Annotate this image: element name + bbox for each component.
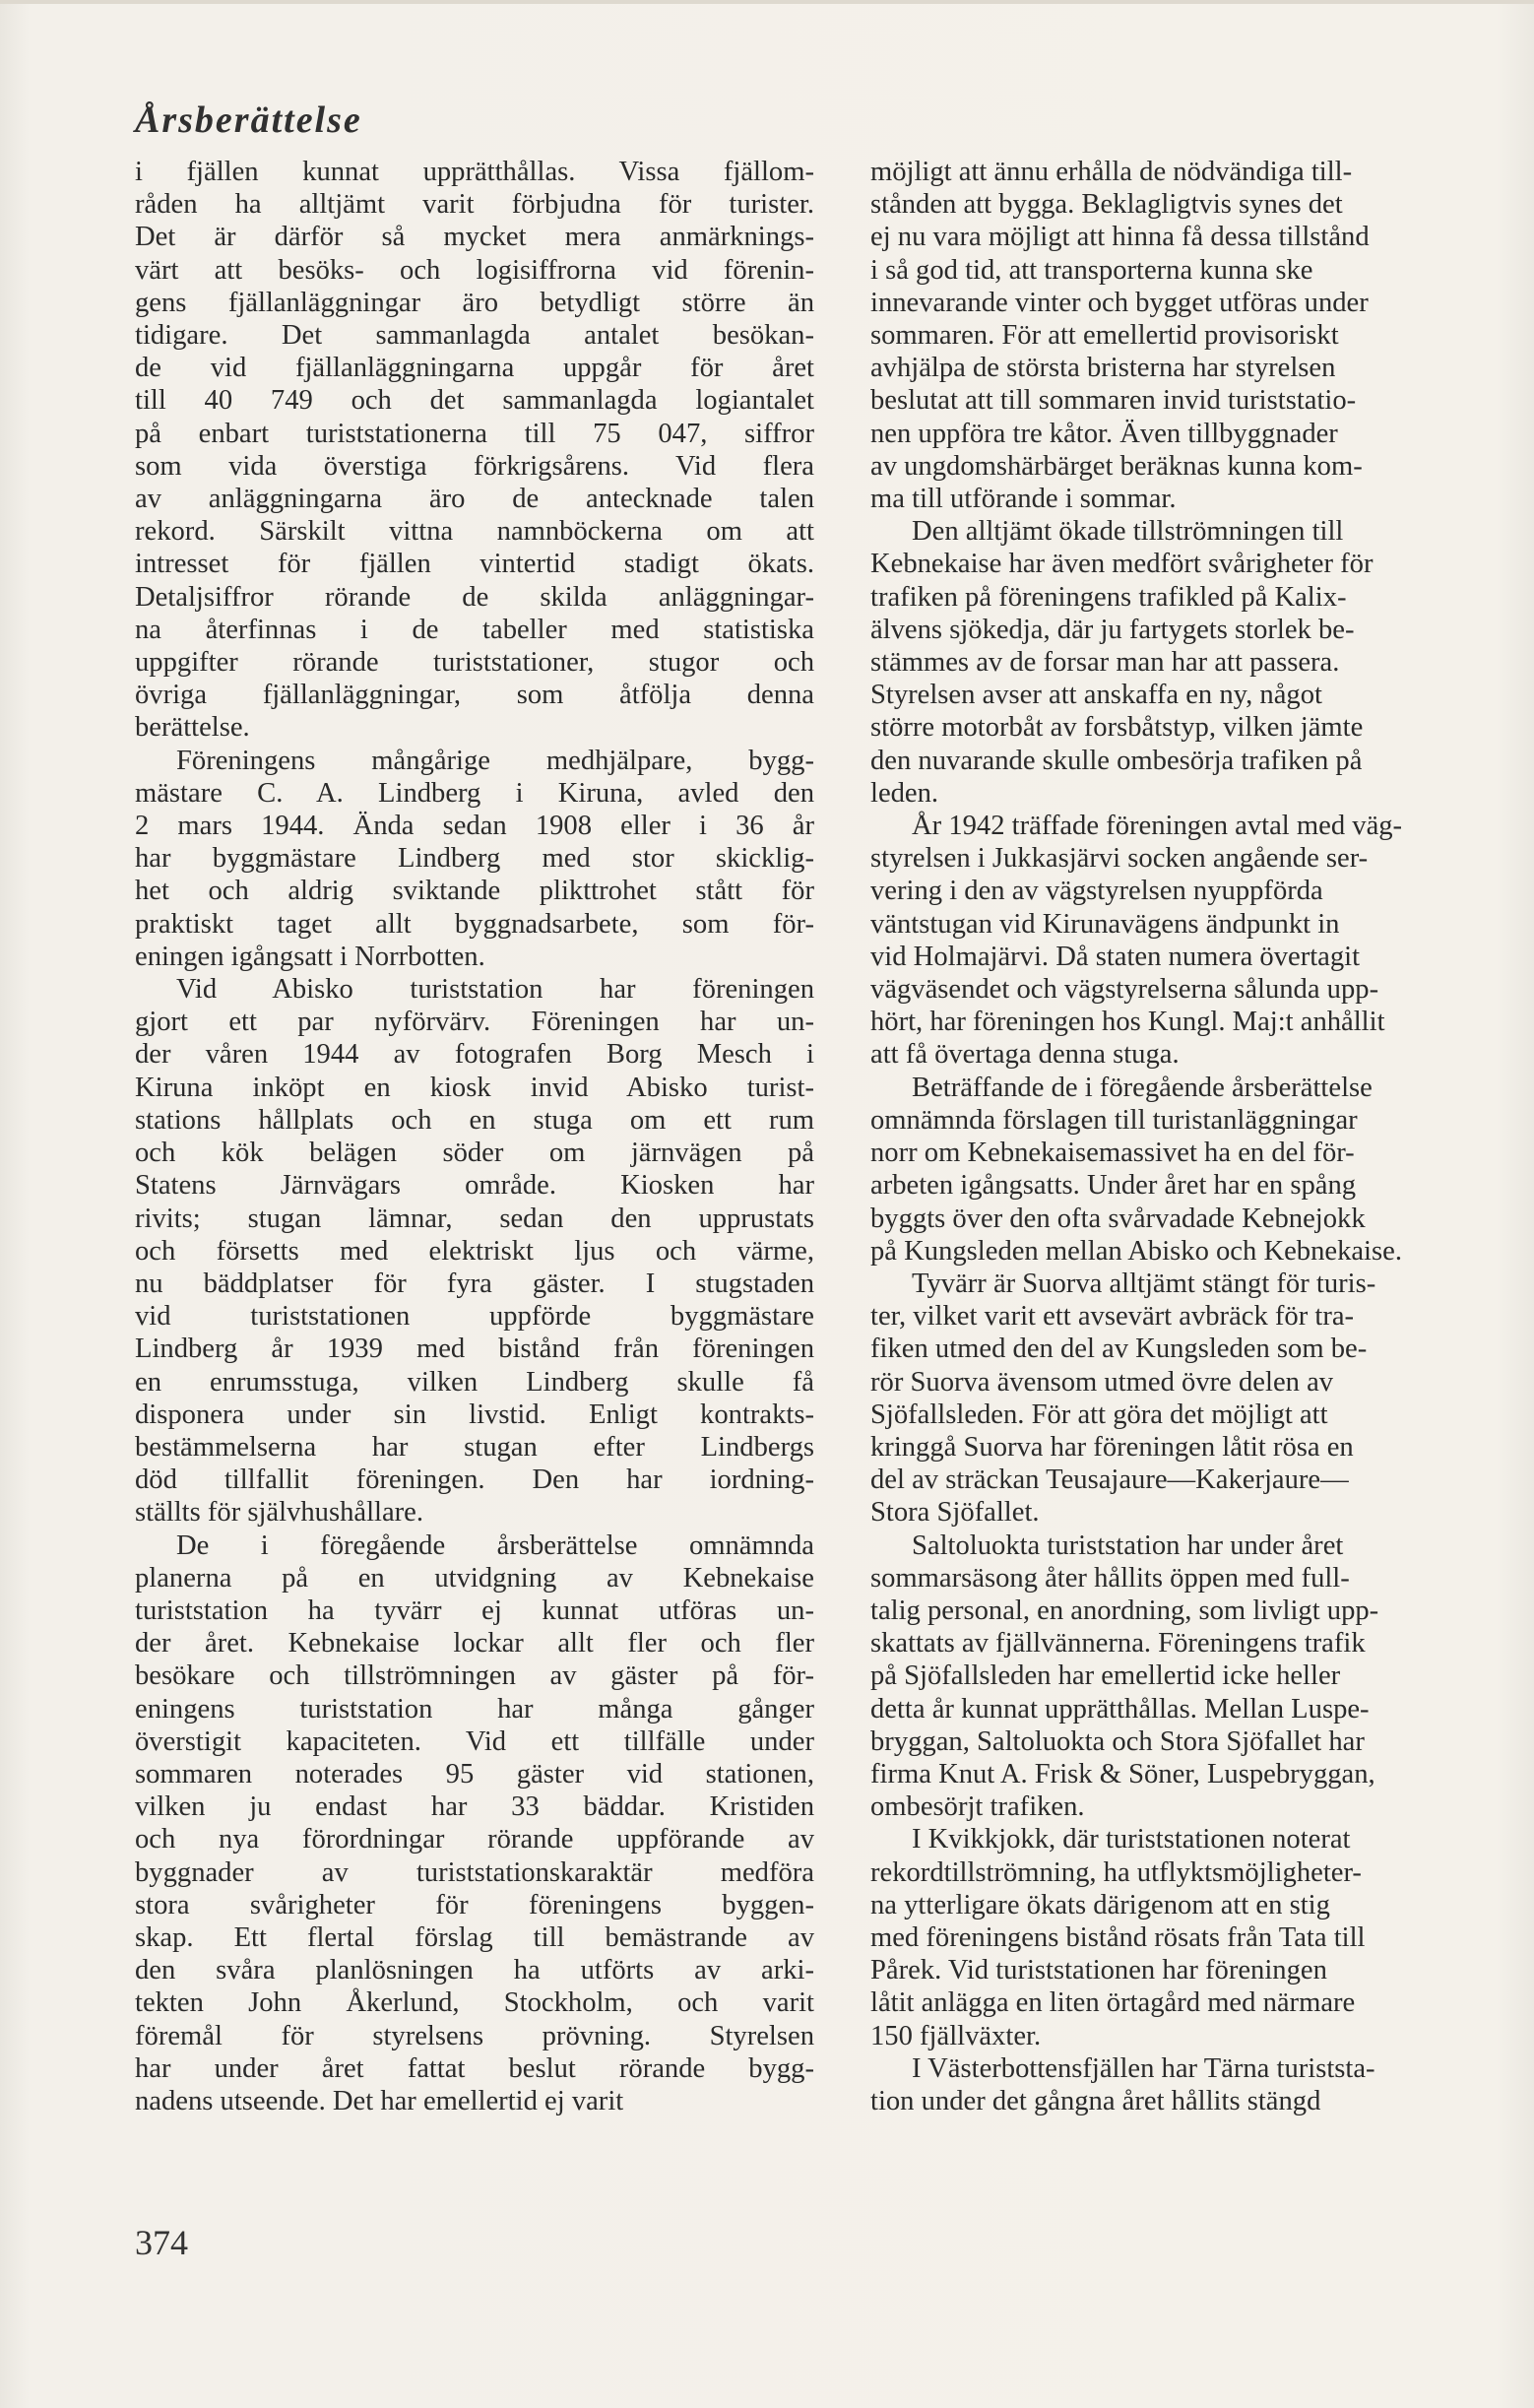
text-line: låtit anlägga en liten örtagård med närmare — [870, 1987, 1356, 2019]
text-line: en enrumsstuga, vilken Lindberg skulle få — [135, 1366, 814, 1398]
text-line: värt att besöks- och logisiffrorna vid förenin- — [135, 254, 814, 286]
text-line: gens fjällanläggningar äro betydligt större än — [135, 287, 814, 318]
text-line: tidigare. Det sammanlagda antalet besökan- — [135, 320, 814, 352]
text-line: Kiruna inköpt en kiosk invid Abisko turist- — [135, 1072, 814, 1103]
text-line: död tillfallit föreningen. Den har iordning- — [135, 1464, 814, 1496]
text-line: De i föregående årsberättelse omnämnda — [176, 1529, 814, 1561]
text-line: överstigit kapaciteten. Vid ett tillfälle under — [135, 1725, 814, 1757]
text-line: Tyvärr är Suorva alltjämt stängt för turis- — [912, 1268, 1376, 1299]
text-line: Pårek. Vid turiststationen har föreningen — [870, 1955, 1327, 1986]
text-line: skattats av fjällvännerna. Föreningens trafik — [870, 1628, 1366, 1660]
text-line: bryggan, Saltoluokta och Stora Sjöfallet har — [870, 1725, 1365, 1757]
text-line: mästare C. A. Lindberg i Kiruna, avled den — [135, 777, 814, 809]
text-line: gjort ett par nyförvärv. Föreningen har un- — [135, 1007, 814, 1038]
text-line: innevarande vinter och bygget utföras under — [870, 287, 1369, 318]
text-line: arbeten igångsatts. Under året har en spång — [870, 1170, 1357, 1202]
text-line: ej nu vara möjligt att hinna få dessa tillstånd — [870, 222, 1370, 253]
text-line: de vid fjällanläggningarna uppgår för året — [135, 353, 814, 384]
text-line: och kök belägen söder om järnvägen på — [135, 1138, 814, 1169]
text-line: sommarsäsong åter hållits öppen med full- — [870, 1562, 1350, 1594]
text-line: beslutat att till sommaren invid turiststatio- — [870, 385, 1357, 417]
text-line: på Sjöfallsleden har emellertid icke heller — [870, 1660, 1341, 1692]
text-line: del av sträckan Teusajaure—Kakerjaure— — [870, 1464, 1349, 1496]
text-line: talig personal, en anordning, som livligt upp- — [870, 1594, 1379, 1626]
text-line: stämmes av de forsar man har att passera. — [870, 647, 1340, 679]
text-line: har byggmästare Lindberg med stor skicklig- — [135, 843, 814, 875]
text-line: ombesörjt trafiken. — [870, 1791, 1085, 1823]
top-edge — [0, 0, 1534, 4]
text-line: råden ha alltjämt varit förbjudna för turister. — [135, 189, 814, 221]
text-line: ma till utförande i sommar. — [870, 484, 1177, 515]
text-line: norr om Kebnekaisemassivet ha en del för- — [870, 1138, 1355, 1169]
page-number: 374 — [135, 2223, 188, 2262]
text-line: och nya förordningar rörande uppförande av — [135, 1824, 814, 1855]
text-line: kringgå Suorva har föreningen låtit rösa en — [870, 1431, 1354, 1463]
text-line: tion under det gångna året hållits stängd — [870, 2085, 1321, 2116]
text-line: vering i den av vägstyrelsen nyuppförda — [870, 876, 1323, 907]
text-line: med föreningens bistånd rösats från Tata till — [870, 1921, 1366, 1953]
text-line: att få övertaga denna stuga. — [870, 1039, 1180, 1071]
text-line: rivits; stugan lämnar, sedan den upprustats — [135, 1203, 814, 1234]
text-line: vid Holmajärvi. Då staten numera övertagit — [870, 941, 1361, 972]
text-line: avhjälpa de största bristerna har styrelsen — [870, 353, 1336, 384]
text-line: har under året fattat beslut rörande bygg- — [135, 2052, 814, 2084]
text-line: Statens Järnvägars område. Kiosken har — [135, 1170, 814, 1202]
text-line: större motorbåt av forsbåtstyp, vilken jämte — [870, 712, 1364, 744]
text-line: den nuvarande skulle ombesörja trafiken på — [870, 745, 1363, 776]
text-line: År 1942 träffade föreningen avtal med väg- — [912, 811, 1403, 842]
text-line: byggnader av turiststationskaraktär medföra — [135, 1856, 814, 1888]
text-line: ter, vilket varit ett avsevärt avbräck för tra- — [870, 1301, 1355, 1333]
text-line: stora svårigheter för föreningens byggen- — [135, 1889, 814, 1920]
text-line: nen uppföra tre kåtor. Även tillbyggnader — [870, 418, 1338, 449]
text-line: väntstugan vid Kirunavägens ändpunkt in — [870, 908, 1340, 940]
text-line: eningens turiststation har många gånger — [135, 1693, 814, 1725]
text-line: av ungdomshärbärget beräknas kunna kom- — [870, 450, 1363, 482]
text-line: turiststation ha tyvärr ej kunnat utföras un- — [135, 1594, 814, 1626]
text-line: sommaren noterades 95 gäster vid stationen, — [135, 1758, 814, 1790]
text-line: övriga fjällanläggningar, som åtfölja denna — [135, 680, 814, 711]
text-line: na återfinnas i de tabeller med statistiska — [135, 614, 814, 645]
text-line: trafiken på föreningens trafikled på Kalix- — [870, 581, 1347, 613]
text-line: besökare och tillströmningen av gäster på för- — [135, 1660, 814, 1692]
text-line: skap. Ett flertal förslag till bemästrande av — [135, 1921, 814, 1953]
text-line: leden. — [870, 777, 939, 809]
text-line: Stora Sjöfallet. — [870, 1497, 1040, 1529]
text-line: möjligt att ännu erhålla de nödvändiga till- — [870, 157, 1353, 187]
text-line: byggts över den ofta svårvadade Kebnejokk — [870, 1203, 1366, 1234]
text-line: bestämmelserna har stugan efter Lindbergs — [135, 1431, 814, 1463]
text-line: på enbart turiststationerna till 75 047, siffror — [135, 418, 814, 449]
text-line: i så god tid, att transporterna kunna ske — [870, 254, 1313, 286]
text-line: stations hållplats och en stuga om ett rum — [135, 1104, 814, 1136]
text-line: rör Suorva ävensom utmed övre delen av — [870, 1366, 1334, 1398]
text-line: der våren 1944 av fotografen Borg Mesch i — [135, 1039, 814, 1071]
text-line: detta år kunnat upprätthållas. Mellan Luspe- — [870, 1693, 1370, 1725]
right-column — [870, 156, 1534, 2117]
text-line: firma Knut A. Frisk & Söner, Luspebryggan, — [870, 1758, 1375, 1790]
text-line: 150 fjällväxter. — [870, 2020, 1042, 2051]
text-line: styrelsen i Jukkasjärvi socken angående ser- — [870, 843, 1369, 875]
text-line: som vida överstiga förkrigsårens. Vid flera — [135, 450, 814, 482]
text-line: den svåra planlösningen ha utförts av arki- — [135, 1955, 814, 1986]
text-line: na ytterligare ökats därigenom att en stig — [870, 1889, 1330, 1920]
text-line: stånden att bygga. Beklagligtvis synes det — [870, 189, 1343, 221]
text-line: i fjällen kunnat upprätthållas. Vissa fjällom- — [135, 157, 814, 187]
text-line: av anläggningarna äro de antecknade talen — [135, 484, 814, 515]
running-header: Årsberättelse — [135, 99, 362, 141]
text-line: Beträffande de i föregående årsberättelse — [912, 1072, 1373, 1103]
text-line: I Västerbottensfjällen har Tärna turiststa- — [912, 2052, 1375, 2084]
text-line: vilken ju endast har 33 bäddar. Kristiden — [135, 1791, 814, 1823]
text-line: och försetts med elektriskt ljus och värme, — [135, 1235, 814, 1267]
text-line: intresset för fjällen vintertid stadigt ökats. — [135, 549, 814, 580]
text-line: ställts för självhushållare. — [135, 1497, 424, 1529]
left-column — [135, 156, 814, 2117]
text-line: till 40 749 och det sammanlagda logiantalet — [135, 385, 814, 417]
text-line: der året. Kebnekaise lockar allt fler och fler — [135, 1628, 814, 1660]
text-line: rekordtillströmning, ha utflyktsmöjligheter- — [870, 1856, 1362, 1888]
text-line: berättelse. — [135, 712, 250, 744]
text-line: Föreningens mångårige medhjälpare, bygg- — [176, 745, 814, 776]
text-line: sommaren. För att emellertid provisoriskt — [870, 320, 1339, 352]
text-line: praktiskt taget allt byggnadsarbete, som för- — [135, 908, 814, 940]
text-line: Kebnekaise har även medfört svårigheter för — [870, 549, 1374, 580]
text-line: Sjöfallsleden. För att göra det möjligt att — [870, 1399, 1328, 1430]
text-line: disponera under sin livstid. Enligt kontrakts- — [135, 1399, 814, 1430]
text-line: fiken utmed den del av Kungsleden som be- — [870, 1334, 1368, 1365]
text-line: I Kvikkjokk, där turiststationen noterat — [912, 1824, 1351, 1855]
text-line: tekten John Åkerlund, Stockholm, och varit — [135, 1987, 814, 2019]
text-line: på Kungsleden mellan Abisko och Kebnekaise. — [870, 1235, 1402, 1267]
text-line: Styrelsen avser att anskaffa en ny, något — [870, 680, 1322, 711]
text-line: uppgifter rörande turiststationer, stugor och — [135, 647, 814, 679]
text-line: het och aldrig sviktande plikttrohet stått för — [135, 876, 814, 907]
text-line: nadens utseende. Det har emellertid ej varit — [135, 2085, 624, 2116]
text-line: 2 mars 1944. Ända sedan 1908 eller i 36 år — [135, 811, 814, 842]
text-line: omnämnda förslagen till turistanläggningar — [870, 1104, 1358, 1136]
text-line: vid turiststationen uppförde byggmästare — [135, 1301, 814, 1333]
text-line: planerna på en utvidgning av Kebnekaise — [135, 1562, 814, 1594]
text-line: Vid Abisko turiststation har föreningen — [176, 974, 814, 1006]
text-line: Den alltjämt ökade tillströmningen till — [912, 516, 1344, 548]
text-line: nu bäddplatser för fyra gäster. I stugstaden — [135, 1268, 814, 1299]
text-line: Lindberg år 1939 med bistånd från föreningen — [135, 1334, 814, 1365]
text-line: rekord. Särskilt vittna namnböckerna om att — [135, 516, 814, 548]
text-line: hört, har föreningen hos Kungl. Maj:t anhållit — [870, 1007, 1385, 1038]
text-line: Det är därför så mycket mera anmärknings- — [135, 222, 814, 253]
text-line: älvens sjökedja, där ju fartygets storlek be- — [870, 614, 1355, 645]
text-line: eningen igångsatt i Norrbotten. — [135, 941, 485, 972]
text-line: föremål för styrelsens prövning. Styrelsen — [135, 2020, 814, 2051]
text-line: vägväsendet och vägstyrelserna sålunda upp- — [870, 974, 1379, 1006]
text-line: Saltoluokta turiststation har under året — [912, 1529, 1344, 1561]
text-line: Detaljsiffror rörande de skilda anläggningar- — [135, 581, 814, 613]
